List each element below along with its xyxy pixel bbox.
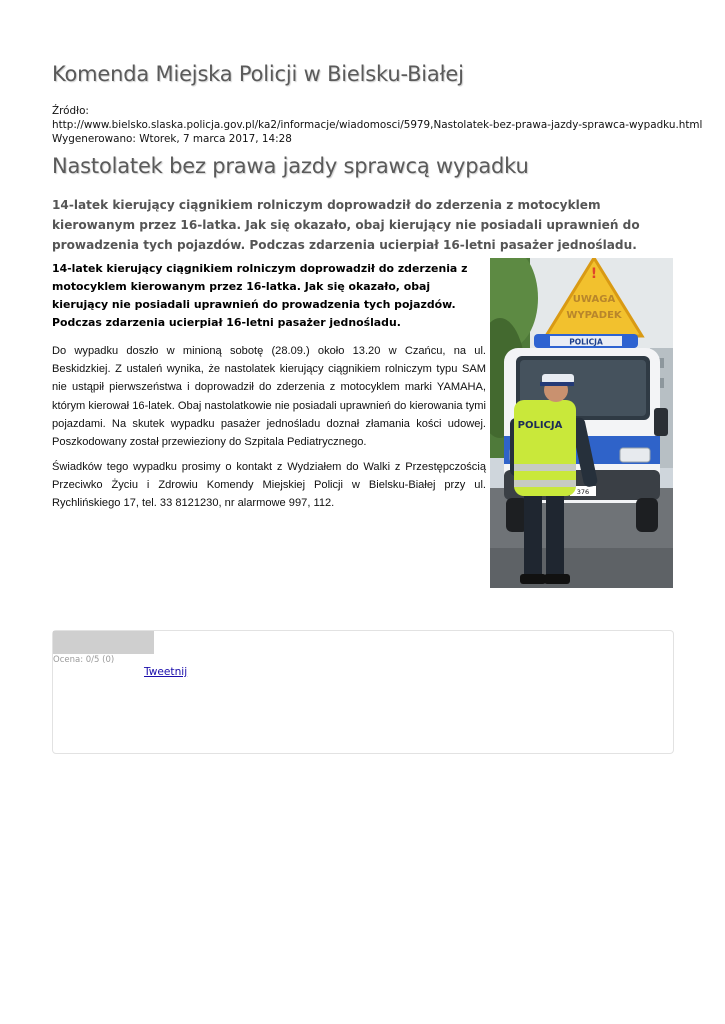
sign-text-line1: UWAGA: [572, 294, 616, 305]
source-meta: [52, 104, 703, 146]
page-title: Komenda Miejska Policji w Bielsku-Białej: [52, 62, 464, 86]
rating-panel: [52, 630, 674, 754]
article-paragraph-2: Świadków tego wypadku prosimy o kontakt z Wydziałem do Walki z Przestępczością Przeciwko Życiu i Zdrowiu Komendy Miejskiej Policji w Bielsku-Białej przy ul. Rychlińskiego 17, tel. 33 8121230, nr alarmowe 997, 112.: [52, 461, 486, 510]
sign-text-line2: WYPADEK: [566, 310, 622, 321]
source-url: http://www.bielsko.slaska.policja.gov.pl/ka2/informacje/wiadomosci/5979,Nastolatek-bez-prawa-jazdy-sprawca-wypadku.html: [52, 119, 703, 131]
tweet-link[interactable]: Tweetnij: [144, 666, 188, 678]
generated-date: Wygenerowano: Wtorek, 7 marca 2017, 14:28: [52, 133, 292, 145]
police-photo-illustration: [490, 258, 673, 588]
article-photo: [490, 258, 673, 588]
article-paragraph-1: Do wypadku doszło w minioną sobotę (28.09.) około 13.20 w Czańcu, na ul. Beskidzkiej. Z ustaleń wynika, że nastolatek kierujący ciągnikiem rolniczym typu SAM nie ustąpił pierwszeństwa i doprowadził do zderzenia z motocyklem marki YAMAHA, którym kierował 16-latek. Obaj nastolatkowie nie posiadali uprawnień do kierowania tymi pojazdami. Na skutek wypadku pasażer jednośladu doznał złamania kości udowej. Poszkodowany został przewieziony do Szpitala Pediatrycznego.: [52, 345, 486, 449]
article-lead: 14-latek kierujący ciągnikiem rolniczym doprowadził do zderzenia z motocyklem kierowanym przez 16-latka. Jak się okazało, obaj kierujący nie posiadali uprawnień do prowadzenia tych pojazdów. Podczas zdarzenia ucierpiał 16-letni pasażer jednośladu.: [52, 198, 640, 252]
rating-bar[interactable]: [53, 631, 154, 654]
article-intro: 14-latek kierujący ciągnikiem rolniczym doprowadził do zderzenia z motocyklem kierowanym przez 16-latka. Jak się okazało, obaj kierujący nie posiadali uprawnień do prowadzenia tych pojazdów. Podczas zdarzenia ucierpiał 16-letni pasażer jednośladu.: [52, 262, 468, 329]
vest-label: POLICJA: [517, 420, 563, 431]
van-roof-label: POLICJA: [569, 337, 603, 347]
source-label: Źródło:: [52, 105, 89, 117]
plate-text: 376: [576, 488, 590, 496]
rating-text: Ocena: 0/5 (0): [53, 655, 115, 665]
article-title: Nastolatek bez prawa jazdy sprawcą wypadku: [52, 154, 529, 178]
svg-text:!: !: [590, 266, 598, 282]
